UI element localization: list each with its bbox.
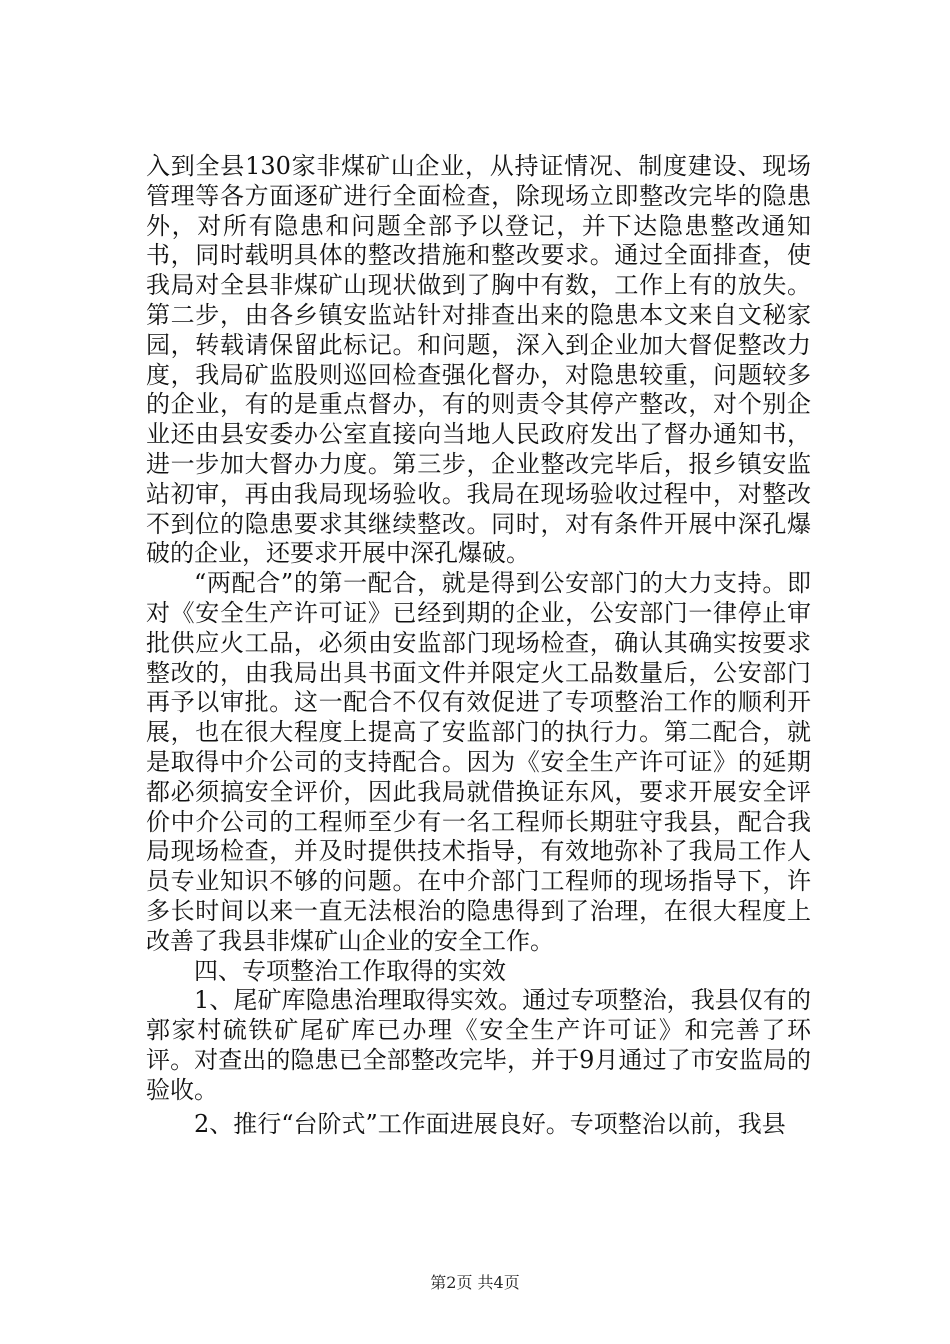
paragraph-inspection-steps: 入到全县130家非煤矿山企业，从持证情况、制度建设、现场管理等各方面逐矿进行全面检查，除现场立即整改完毕的隐患外，对所有隐患和问题全部予以登记，并下达隐患整改通知书，同时载明具体的整改措施和整改要求。通过全面排查，使我局对全县非煤矿山现状做到了胸中有数，工作上有的放失。第二步，由各乡镇安监站针对排查出来的隐患本文来自文秘家园，转载请保留此标记。和问题，深入到企业加大督促整改力度，我局矿监股则巡回检查强化督办，对隐患较重，问题较多的企业，有的是重点督办，有的则责令其停产整改，对个别企业还由县安委办公室直接向当地人民政府发出了督办通知书，进一步加大督办力度。第三步，企业整改完毕后，报乡镇安监站初审，再由我局现场验收。我局在现场验收过程中，对整改不到位的隐患要求其继续整改。同时，对有条件开展中深孔爆破的企业，还要求开展中深孔爆破。 (146, 152, 811, 568)
page-number-footer: 第2页 共4页 (430, 1273, 520, 1292)
paragraph-two-cooperations: “两配合”的第一配合，就是得到公安部门的大力支持。即对《安全生产许可证》已经到期的企业，公安部门一律停止审批供应火工品，必须由安监部门现场检查，确认其确实按要求整改的，由我局出具书面文件并限定火工品数量后，公安部门再予以审批。这一配合不仅有效促进了专项整治工作的顺利开展，也在很大程度上提高了安监部门的执行力。第二配合，就是取得中介公司的支持配合。因为《安全生产许可证》的延期都必须搞安全评价，因此我局就借换证东风，要求开展安全评价中介公司的工程师至少有一名工程师长期驻守我县，配合我局现场检查，并及时提供技术指导，有效地弥补了我局工作人员专业知识不够的问题。在中介部门工程师的现场指导下，许多长时间以来一直无法根治的隐患得到了治理，在很大程度上改善了我县非煤矿山企业的安全工作。 (146, 569, 811, 955)
paragraph-bench-workface: 2、推行“台阶式”工作面进展良好。专项整治以前，我县 (194, 1109, 786, 1138)
section-heading-results: 四、专项整治工作取得的实效 (194, 956, 506, 985)
paragraph-tailings-result: 1、尾矿库隐患治理取得实效。通过专项整治，我县仅有的郭家村硫铁矿尾矿库已办理《安全生产许可证》和完善了环评。对查出的隐患已全部整改完毕，并于9月通过了市安监局的验收。 (146, 986, 811, 1104)
document-body (146, 152, 811, 1139)
